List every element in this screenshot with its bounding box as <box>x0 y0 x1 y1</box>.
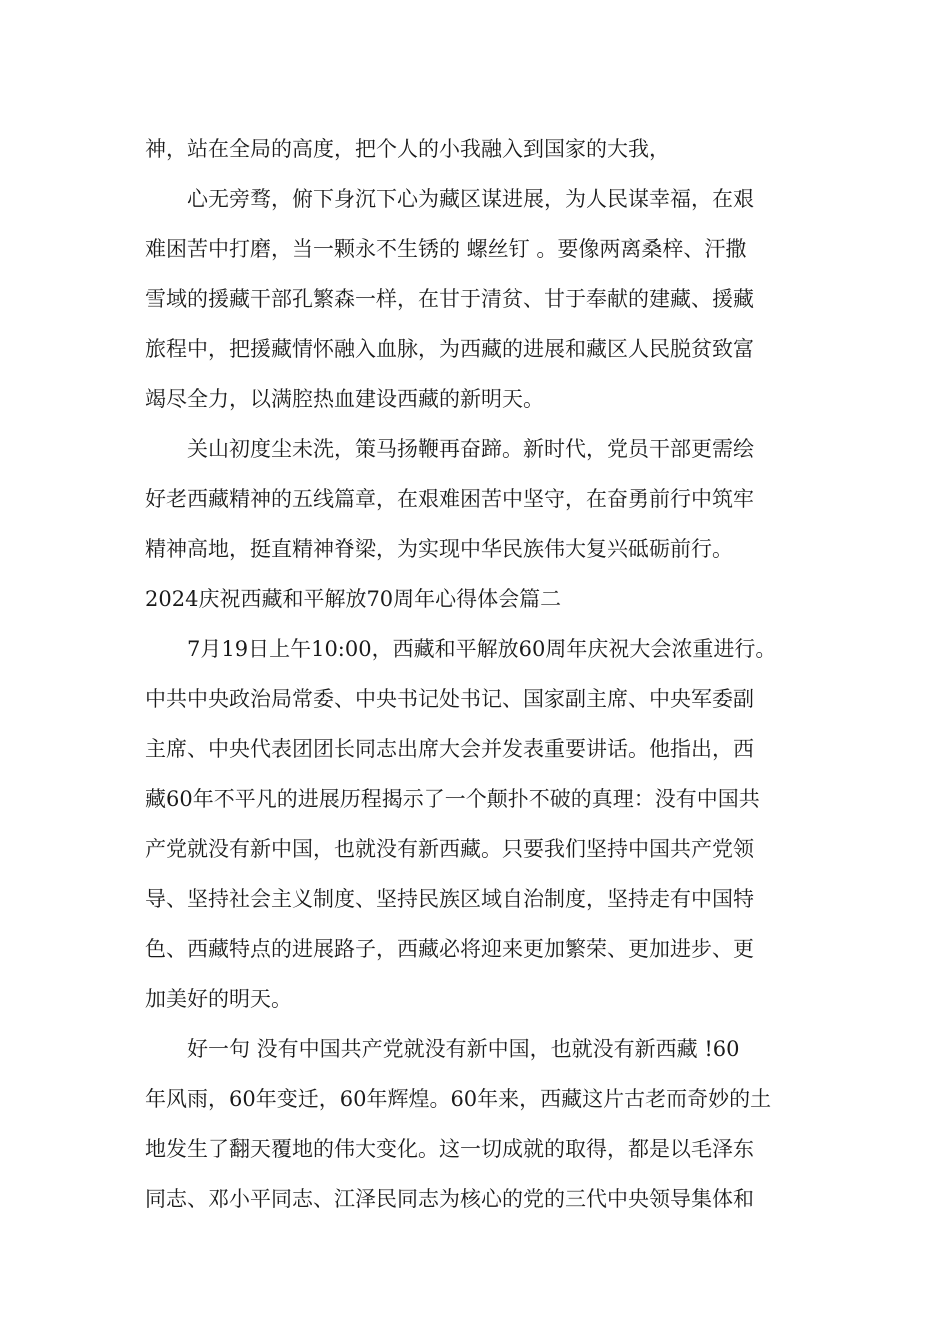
text-line: 主席、中央代表团团长同志出席大会并发表重要讲话。他指出，西 <box>145 737 754 761</box>
text-line: 同志、邓小平同志、江泽民同志为核心的党的三代中央领导集体和 <box>145 1187 754 1211</box>
text-line: 年风雨，60年变迁，60年辉煌。60年来，西藏这片古老而奇妙的土 <box>145 1087 772 1111</box>
text-line: 竭尽全力，以满腔热血建设西藏的新明天。 <box>145 387 544 411</box>
text-line: 旅程中，把援藏情怀融入血脉，为西藏的进展和藏区人民脱贫致富 <box>145 337 754 361</box>
text-line: 好一句 没有中国共产党就没有新中国，也就没有新西藏 !60 <box>187 1037 740 1061</box>
text-line: 难困苦中打磨，当一颗永不生锈的 螺丝钉 。要像两离桑梓、汗撒 <box>145 237 747 261</box>
text-line: 2024庆祝西藏和平解放70周年心得体会篇二 <box>145 587 562 611</box>
text-line: 关山初度尘未洗，策马扬鞭再奋蹄。新时代，党员干部更需绘 <box>187 437 754 461</box>
body-text <box>145 124 825 1224</box>
text-line: 导、坚持社会主义制度、坚持民族区域自治制度，坚持走有中国特 <box>145 887 754 911</box>
text-line: 雪域的援藏干部孔繁森一样，在甘于清贫、甘于奉献的建藏、援藏 <box>145 287 754 311</box>
text-line: 加美好的明天。 <box>145 987 292 1011</box>
text-line: 中共中央政治局常委、中央书记处书记、国家副主席、中央军委副 <box>145 687 754 711</box>
text-line: 产党就没有新中国，也就没有新西藏。只要我们坚持中国共产党领 <box>145 837 754 861</box>
text-line: 好老西藏精神的五线篇章，在艰难困苦中坚守，在奋勇前行中筑牢 <box>145 487 754 511</box>
text-line: 7月19日上午10:00，西藏和平解放60周年庆祝大会浓重进行。 <box>187 637 777 661</box>
text-line: 藏60年不平凡的进展历程揭示了一个颠扑不破的真理：没有中国共 <box>145 787 760 811</box>
text-line: 心无旁骛，俯下身沉下心为藏区谋进展，为人民谋幸福，在艰 <box>187 187 754 211</box>
text-line: 色、西藏特点的进展路子，西藏必将迎来更加繁荣、更加进步、更 <box>145 937 754 961</box>
text-line: 地发生了翻天覆地的伟大变化。这一切成就的取得，都是以毛泽东 <box>145 1137 754 1161</box>
text-line: 精神高地，挺直精神脊梁，为实现中华民族伟大复兴砥砺前行。 <box>145 537 733 561</box>
text-line: 神，站在全局的高度，把个人的小我融入到国家的大我， <box>145 137 670 161</box>
